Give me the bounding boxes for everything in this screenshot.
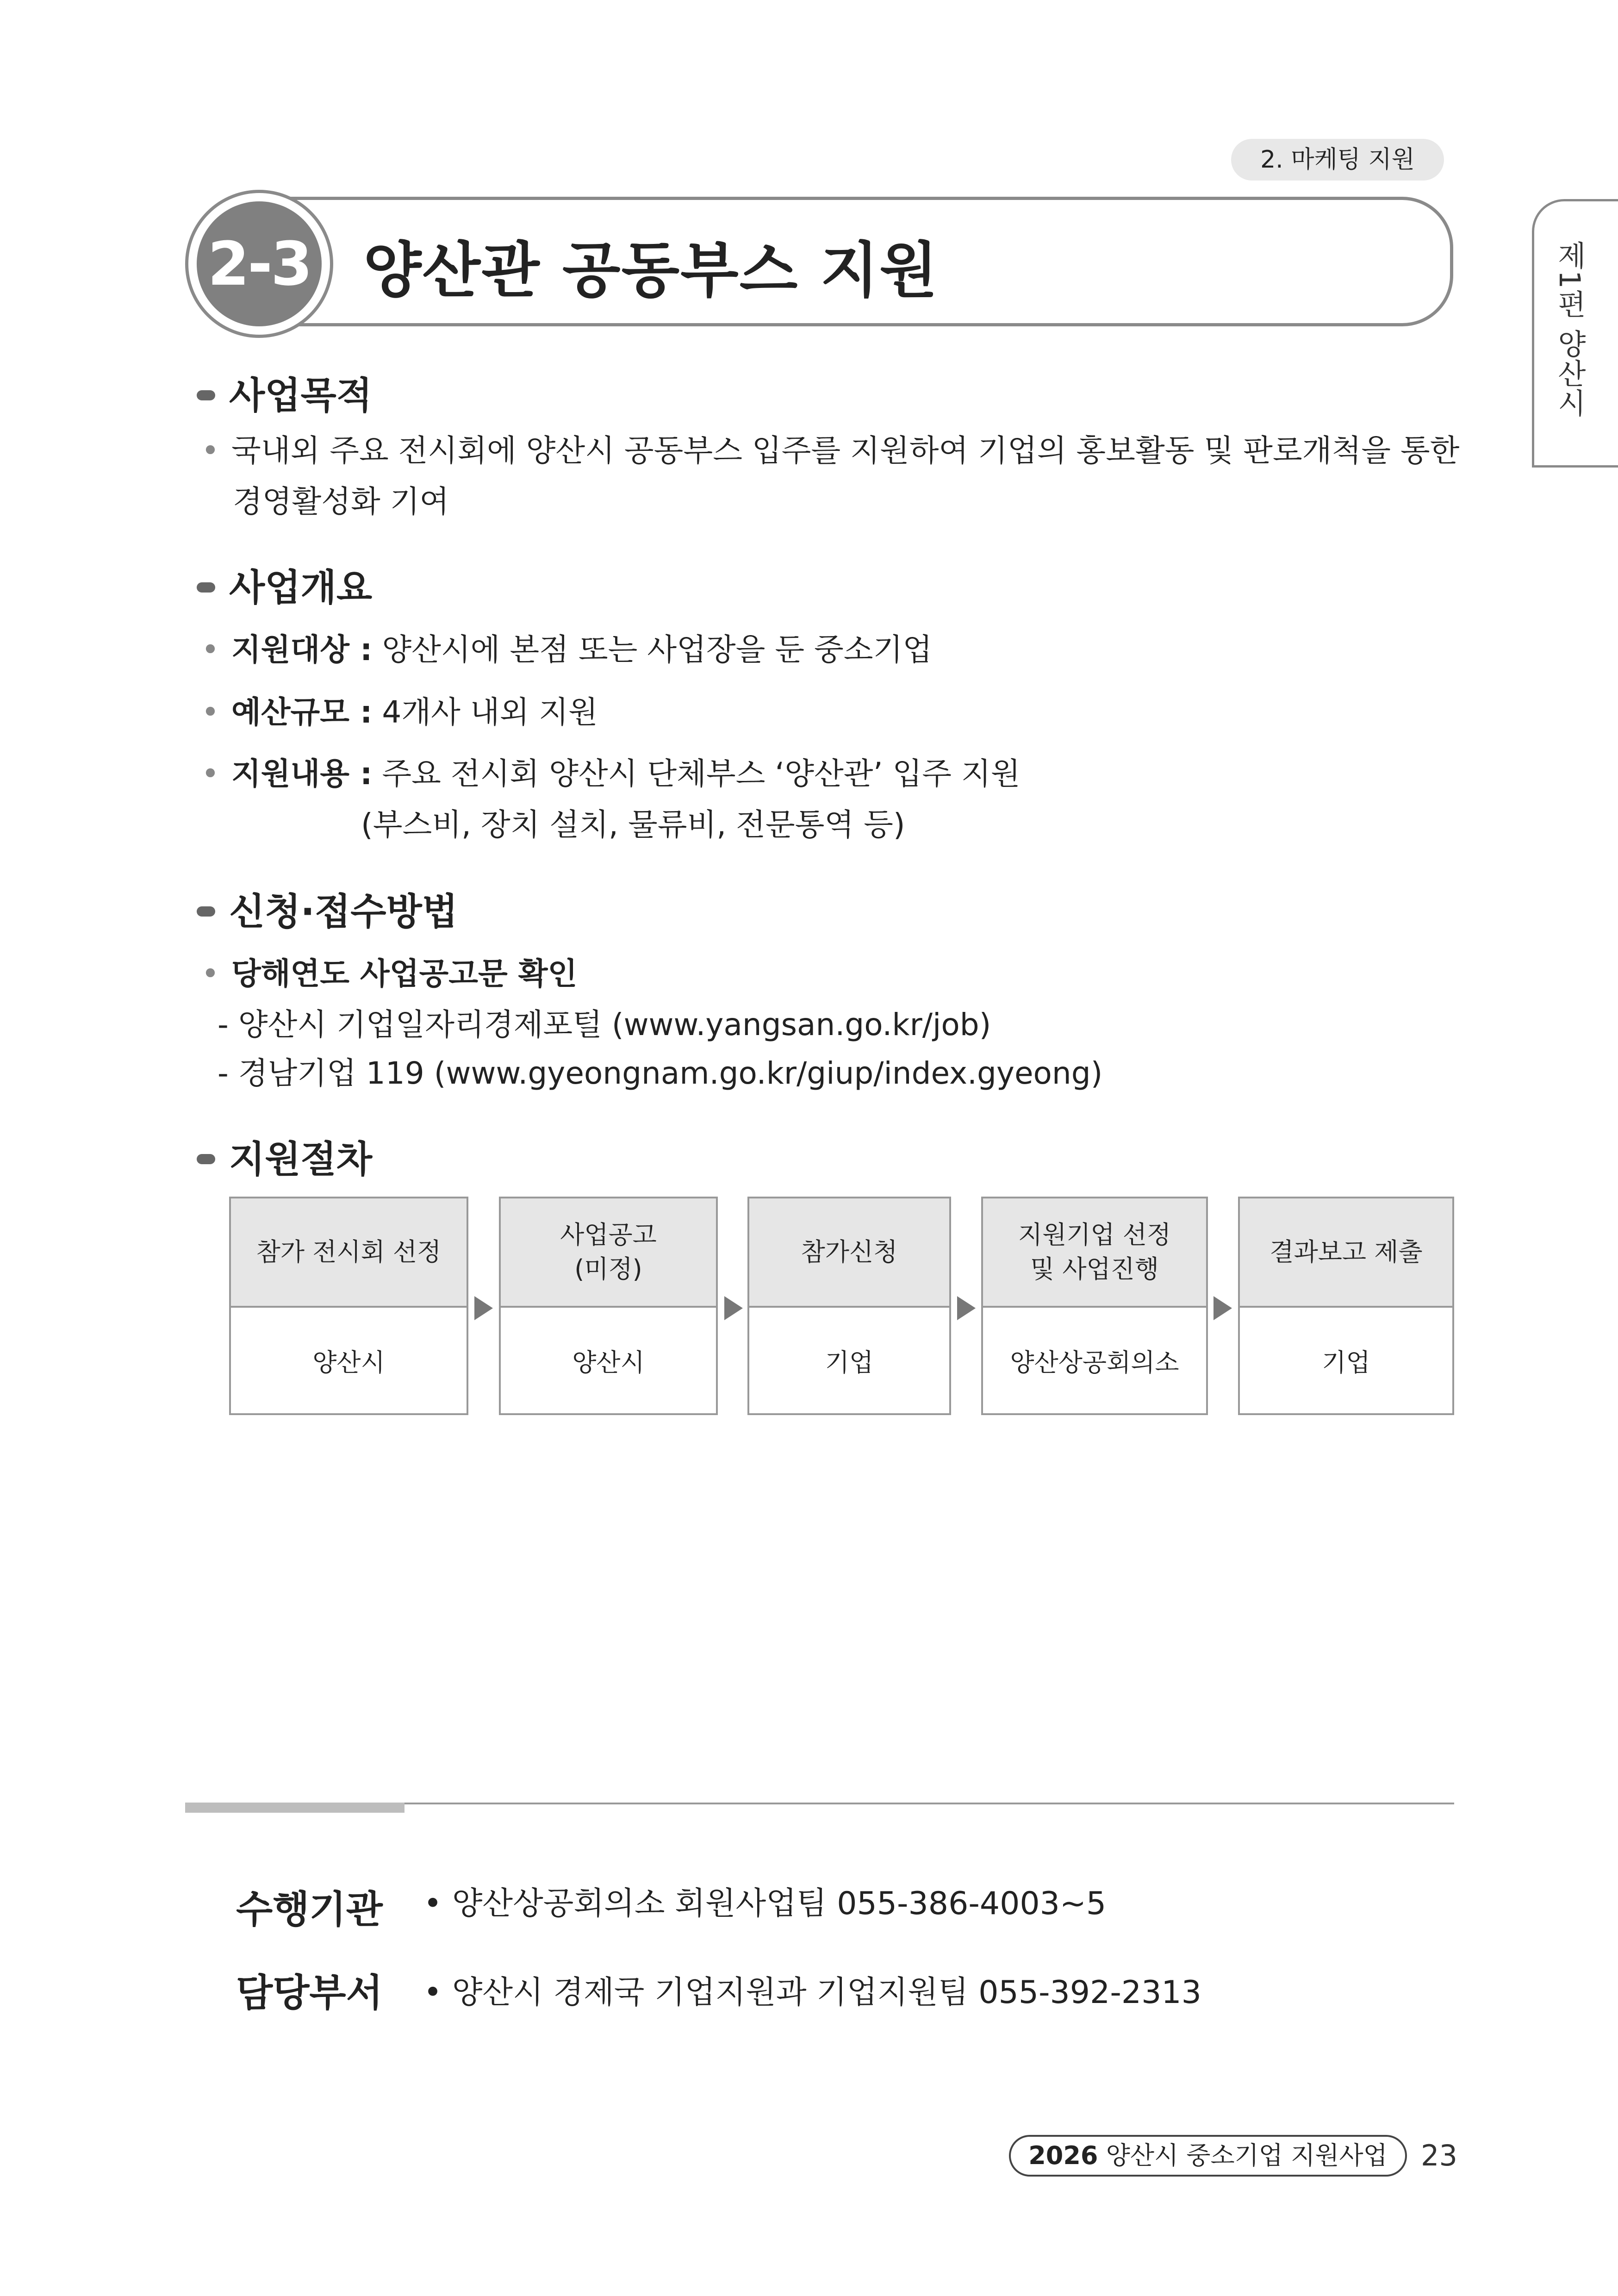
process-step-actor: 기업 <box>825 1348 874 1377</box>
overview-item-target <box>201 625 932 669</box>
overview-label: 예산규모 : <box>231 694 373 730</box>
page-number: 23 <box>1421 2139 1457 2172</box>
apply-line: - 경남기업 119 (www.gyeongnam.go.kr/giup/index.gyeong) <box>218 1055 1103 1091</box>
bullet-dot-icon: • <box>201 632 219 668</box>
overview-heading-text: 사업개요 <box>229 566 373 609</box>
section-tag: 2. 마케팅 지원 <box>1231 139 1444 181</box>
overview-content-line-2: (부스비, 장치 설치, 물류비, 전문통역 등) <box>361 807 905 842</box>
process-step <box>747 1197 951 1415</box>
agency-value: • 양산상공회의소 회원사업팀 055-386-4003~5 <box>423 1885 1107 1922</box>
arrow-right-icon <box>957 1296 976 1320</box>
procedure-heading <box>197 1129 372 1183</box>
overview-value: 4개사 내외 지원 <box>382 694 598 730</box>
page-title: 양산관 공동부스 지원 <box>363 235 939 306</box>
arrow-right-icon <box>724 1296 743 1320</box>
apply-main-text: 당해연도 사업공고문 확인 <box>231 956 578 992</box>
purpose-text-1: 국내외 주요 전시회에 양산시 공동부스 입주를 지원하여 기업의 홍보활동 및 판로개척을 통한 <box>231 433 1460 468</box>
agency-label: 수행기관 <box>236 1888 383 1932</box>
overview-item-content <box>201 749 1021 793</box>
process-step <box>229 1197 468 1415</box>
dept-value: • 양산시 경제국 기업지원과 기업지원팀 055-392-2313 <box>423 1974 1201 2011</box>
procedure-heading-text: 지원절차 <box>229 1138 373 1181</box>
book-title <box>1009 2135 1407 2177</box>
process-step-title: 결과보고 제출 <box>1240 1198 1452 1308</box>
purpose-heading <box>197 366 372 419</box>
process-step <box>499 1197 718 1415</box>
arrow-right-icon <box>1214 1296 1232 1320</box>
process-step-actor: 기업 <box>1322 1348 1370 1377</box>
purpose-line-2: 경영활성화 기여 <box>233 484 449 519</box>
process-step-actor: 양산시 <box>312 1348 385 1377</box>
overview-label: 지원내용 : <box>231 756 373 792</box>
footer-divider-accent <box>185 1803 404 1813</box>
overview-item-budget <box>201 687 598 731</box>
apply-main <box>201 949 577 993</box>
purpose-line-1 <box>201 426 1459 470</box>
apply-heading <box>197 882 458 935</box>
overview-heading <box>197 558 372 611</box>
dept-label: 담당부서 <box>236 1971 383 2015</box>
overview-label: 지원대상 : <box>231 632 373 668</box>
process-step-actor: 양산시 <box>572 1348 645 1377</box>
title-number: 2-3 <box>197 201 322 326</box>
process-step <box>981 1197 1208 1415</box>
process-step-title: 참가 전시회 선정 <box>231 1198 467 1308</box>
purpose-heading-text: 사업목적 <box>229 374 373 417</box>
heading-bullet-icon <box>197 906 215 917</box>
process-step-title: 사업공고 (미정) <box>501 1198 716 1308</box>
process-step-actor: 양산상공회의소 <box>1010 1348 1179 1377</box>
process-step <box>1238 1197 1454 1415</box>
bullet-dot-icon: • <box>201 433 219 468</box>
heading-bullet-icon <box>197 582 215 593</box>
book-title-text: 양산시 중소기업 지원사업 <box>1106 2141 1388 2170</box>
side-tab-label: 제1편 양산시 <box>1553 241 1587 418</box>
bullet-dot-icon: • <box>201 956 219 992</box>
overview-value: 양산시에 본점 또는 사업장을 둔 중소기업 <box>382 632 933 668</box>
book-title-year: 2026 <box>1028 2141 1098 2170</box>
apply-heading-text: 신청·접수방법 <box>229 890 458 933</box>
apply-line: - 양산시 기업일자리경제포털 (www.yangsan.go.kr/job) <box>218 1007 991 1042</box>
heading-bullet-icon <box>197 390 215 400</box>
bullet-dot-icon: • <box>201 694 219 730</box>
arrow-right-icon <box>474 1296 493 1320</box>
process-step-title: 지원기업 선정 및 사업진행 <box>983 1198 1206 1308</box>
overview-value: 주요 전시회 양산시 단체부스 ‘양산관’ 입주 지원 <box>382 756 1021 792</box>
process-step-title: 참가신청 <box>749 1198 949 1308</box>
heading-bullet-icon <box>197 1154 215 1164</box>
bullet-dot-icon: • <box>201 756 219 792</box>
